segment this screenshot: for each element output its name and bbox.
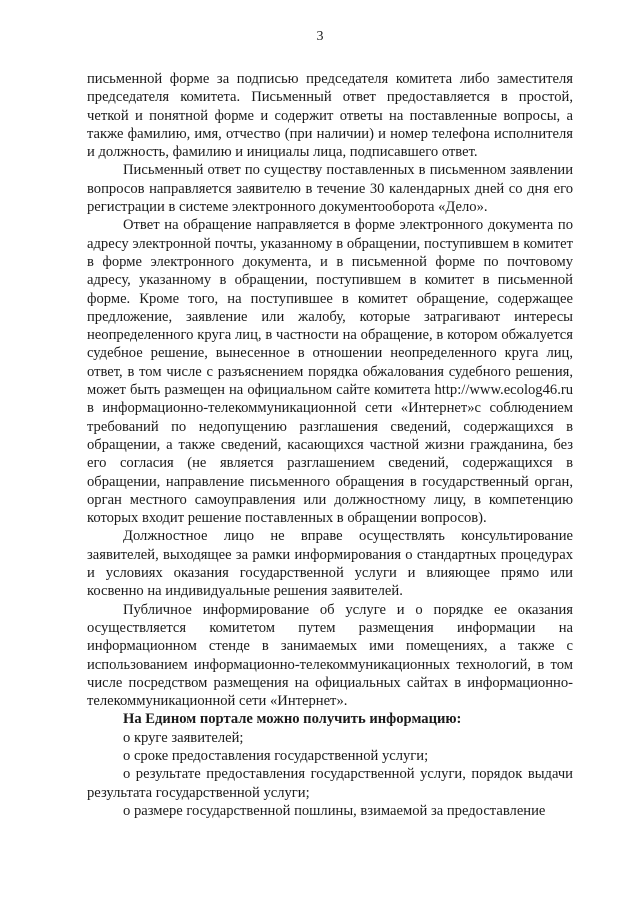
list-item: о результате предоставления государственной услуги, порядок выдачи результата государственной услуги; [87, 766, 573, 801]
paragraph-answer-delivery: Ответ на обращение направляется в форме электронного документа по адресу электронной почты, указанному в обращении, поступившем в комитет в форме электронного документа, и в письменной форме по почтовому адресу, указанному в обращении, поступившем в комитет в письменной форме. Кроме того, на поступившее в комитет обращение, содержащее предложение, заявление или жалобу, которые затрагивают интересы неопределенного круга лиц, в частности на обращение, в котором обжалуется судебное решение, вынесенное в отношении неопределенного круга лиц, ответ, в том числе с разъяснением порядка обжалования судебного решения, может быть размещен на официальном сайте комитета http://www.ecolog46.ru в информационно-телекоммуникационной сети «Интернет»с соблюдением требований по недопущению разглашения сведений, содержащихся в обращении, а также сведений, касающихся частной жизни гражданина, без его согласия (не является разглашением сведений, содержащихся в обращении, направление письменного обращения в государственный орган, орган местного самоуправления или должностному лицу, в компетенцию которых входит решение поставленных в обращении вопросов). [87, 217, 573, 527]
page-number: 3 [316, 29, 324, 44]
document-body [87, 70, 573, 820]
list-item: о сроке предоставления государственной услуги; [123, 747, 429, 764]
paragraph-public-information: Публичное информирование об услуге и о порядке ее оказания осуществляется комитетом путем размещения информации на информационном стенде в занимаемых ими помещениях, а также с использованием информационно-телекоммуникационных технологий, в том числе посредством размещения на официальных сайтах в информационно-телекоммуникационной сети «Интернет». [87, 601, 573, 710]
paragraph-official-restriction: Должностное лицо не вправе осуществлять консультирование заявителей, выходящее за рамки информирования о стандартных процедурах и условиях оказания государственной услуги и влияющее прямо или косвенно на индивидуальные решения заявителей. [87, 528, 573, 600]
paragraph-answer-deadline: Письменный ответ по существу поставленных в письменном заявлении вопросов направляется заявителю в течение 30 календарных дней со дня его регистрации в системе электронного документооборота «Дело». [87, 162, 573, 216]
list-item: о круге заявителей; [123, 729, 244, 746]
list-item: о размере государственной пошлины, взимаемой за предоставление [123, 802, 546, 819]
portal-heading: На Едином портале можно получить информацию: [123, 711, 462, 728]
paragraph-written-answer-continued: письменной форме за подписью председателя комитета либо заместителя председателя комитета. Письменный ответ предоставляется в простой, четкой и понятной форме и содержит ответы на поставленные вопросы, а также фамилию, имя, отчество (при наличии) и номер телефона исполнителя и должность, фамилию и инициалы лица, подписавшего ответ. [87, 71, 573, 161]
